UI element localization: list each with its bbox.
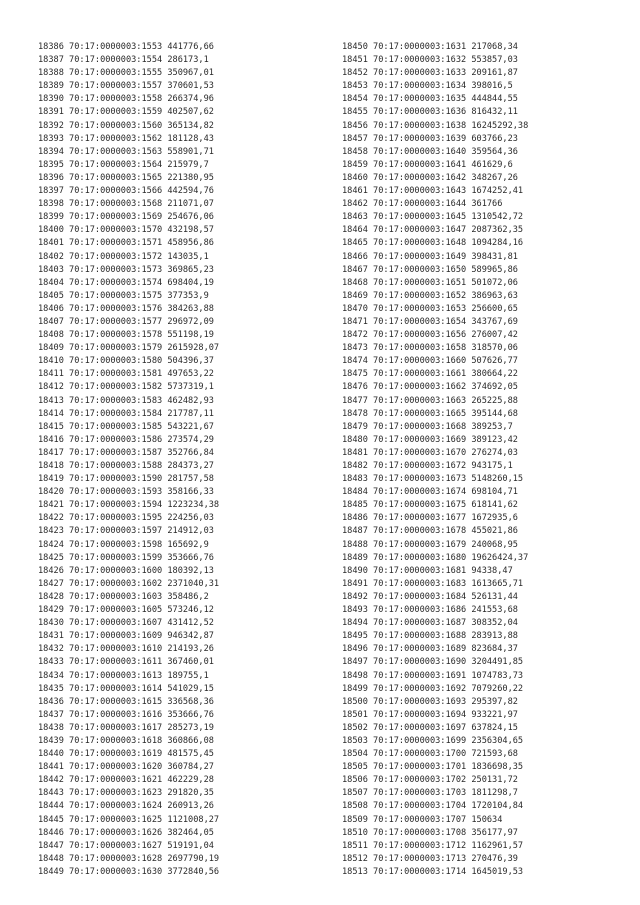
record-row: 18507 70:17:0000003:1703 1811298,7 <box>342 788 518 799</box>
record-row: 18405 70:17:0000003:1575 377353,9 <box>38 290 209 301</box>
record-row: 18429 70:17:0000003:1605 573246,12 <box>38 605 214 616</box>
record-row: 18483 70:17:0000003:1673 5148260,15 <box>342 474 524 485</box>
record-row: 18505 70:17:0000003:1701 1836698,35 <box>342 762 524 773</box>
record-row: 18472 70:17:0000003:1656 276007,42 <box>342 330 518 341</box>
record-row: 18436 70:17:0000003:1615 336568,36 <box>38 696 214 707</box>
record-row: 18406 70:17:0000003:1576 384263,88 <box>38 303 214 314</box>
record-row: 18496 70:17:0000003:1689 823684,37 <box>342 644 518 655</box>
record-row: 18453 70:17:0000003:1634 398016,5 <box>342 81 513 92</box>
record-row: 18403 70:17:0000003:1573 369865,23 <box>38 264 214 275</box>
record-row: 18463 70:17:0000003:1645 1310542,72 <box>342 212 524 223</box>
record-row: 18404 70:17:0000003:1574 698404,19 <box>38 277 214 288</box>
record-row: 18410 70:17:0000003:1580 504396,37 <box>38 356 214 367</box>
record-row: 18442 70:17:0000003:1621 462229,28 <box>38 775 214 786</box>
record-row: 18499 70:17:0000003:1692 7079260,22 <box>342 683 524 694</box>
record-row: 18408 70:17:0000003:1578 551198,19 <box>38 330 214 341</box>
record-row: 18424 70:17:0000003:1598 165692,9 <box>38 539 209 550</box>
record-row: 18488 70:17:0000003:1679 240068,95 <box>342 539 518 550</box>
record-row: 18443 70:17:0000003:1623 291820,35 <box>38 788 214 799</box>
record-row: 18500 70:17:0000003:1693 295397,82 <box>342 696 518 707</box>
record-row: 18386 70:17:0000003:1553 441776,66 <box>38 42 214 52</box>
record-row: 18419 70:17:0000003:1590 281757,58 <box>38 474 214 485</box>
record-row: 18455 70:17:0000003:1636 816432,11 <box>342 107 518 118</box>
record-row: 18432 70:17:0000003:1610 214193,26 <box>38 644 214 655</box>
record-row: 18448 70:17:0000003:1628 2697790,19 <box>38 853 220 864</box>
record-row: 18484 70:17:0000003:1674 698104,71 <box>342 487 518 498</box>
record-row: 18494 70:17:0000003:1687 308352,04 <box>342 618 518 629</box>
record-row: 18451 70:17:0000003:1632 553857,03 <box>342 55 518 66</box>
record-row: 18493 70:17:0000003:1686 241553,68 <box>342 605 518 616</box>
record-row: 18398 70:17:0000003:1568 211071,07 <box>38 199 214 210</box>
record-row: 18478 70:17:0000003:1665 395144,68 <box>342 408 518 419</box>
record-row: 18389 70:17:0000003:1557 370601,53 <box>38 81 214 92</box>
record-row: 18509 70:17:0000003:1707 150634 <box>342 814 503 825</box>
record-row: 18457 70:17:0000003:1639 603766,23 <box>342 133 518 144</box>
record-row: 18387 70:17:0000003:1554 286173,1 <box>38 55 209 66</box>
record-row: 18501 70:17:0000003:1694 933221,97 <box>342 709 518 720</box>
record-row: 18415 70:17:0000003:1585 543221,67 <box>38 421 214 432</box>
record-row: 18402 70:17:0000003:1572 143035,1 <box>38 251 209 262</box>
record-row: 18425 70:17:0000003:1599 353666,76 <box>38 552 214 563</box>
record-row: 18413 70:17:0000003:1583 462482,93 <box>38 395 214 406</box>
record-row: 18418 70:17:0000003:1588 284373,27 <box>38 461 214 471</box>
record-row: 18407 70:17:0000003:1577 296972,09 <box>38 316 214 327</box>
record-row: 18438 70:17:0000003:1617 285273,19 <box>38 722 214 733</box>
record-row: 18423 70:17:0000003:1597 214912,03 <box>38 526 214 537</box>
record-row: 18485 70:17:0000003:1675 618141,62 <box>342 500 518 511</box>
record-row: 18449 70:17:0000003:1630 3772840,56 <box>38 866 220 877</box>
record-row: 18475 70:17:0000003:1661 380664,22 <box>342 369 518 380</box>
record-row: 18411 70:17:0000003:1581 497653,22 <box>38 369 214 380</box>
record-row: 18421 70:17:0000003:1594 1223234,38 <box>38 500 220 511</box>
record-row: 18427 70:17:0000003:1602 2371040,31 <box>38 578 220 589</box>
record-row: 18503 70:17:0000003:1699 2356304,65 <box>342 735 524 746</box>
record-row: 18393 70:17:0000003:1562 181128,43 <box>38 133 214 144</box>
record-row: 18445 70:17:0000003:1625 1121008,27 <box>38 814 220 825</box>
record-row: 18431 70:17:0000003:1609 946342,87 <box>38 631 214 642</box>
record-row: 18412 70:17:0000003:1582 5737319,1 <box>38 382 214 393</box>
record-row: 18435 70:17:0000003:1614 541029,15 <box>38 683 214 694</box>
record-row: 18462 70:17:0000003:1644 361766 <box>342 199 503 210</box>
record-row: 18470 70:17:0000003:1653 256600,65 <box>342 303 518 314</box>
record-row: 18447 70:17:0000003:1627 519191,04 <box>38 840 214 851</box>
record-row: 18454 70:17:0000003:1635 444844,55 <box>342 94 518 105</box>
record-row: 18426 70:17:0000003:1600 180392,13 <box>38 565 214 576</box>
record-row: 18481 70:17:0000003:1670 276274,03 <box>342 447 518 458</box>
record-row: 18401 70:17:0000003:1571 458956,86 <box>38 238 214 249</box>
record-row: 18513 70:17:0000003:1714 1645019,53 <box>342 866 524 877</box>
record-row: 18468 70:17:0000003:1651 501072,06 <box>342 277 518 288</box>
record-row: 18502 70:17:0000003:1697 637824,15 <box>342 722 518 733</box>
record-row: 18390 70:17:0000003:1558 266374,96 <box>38 94 214 105</box>
record-row: 18450 70:17:0000003:1631 217068,34 <box>342 42 518 52</box>
record-row: 18480 70:17:0000003:1669 389123,42 <box>342 434 518 445</box>
record-column-right <box>342 41 632 879</box>
record-row: 18476 70:17:0000003:1662 374692,05 <box>342 382 518 393</box>
record-row: 18414 70:17:0000003:1584 217787,11 <box>38 408 214 419</box>
record-row: 18508 70:17:0000003:1704 1720104,84 <box>342 801 524 812</box>
record-row: 18464 70:17:0000003:1647 2087362,35 <box>342 225 524 236</box>
record-row: 18467 70:17:0000003:1650 589965,86 <box>342 264 518 275</box>
record-row: 18396 70:17:0000003:1565 221380,95 <box>38 172 214 183</box>
record-row: 18469 70:17:0000003:1652 386963,63 <box>342 290 518 301</box>
record-row: 18441 70:17:0000003:1620 360784,27 <box>38 762 214 773</box>
record-row: 18491 70:17:0000003:1683 1613665,71 <box>342 578 524 589</box>
record-row: 18456 70:17:0000003:1638 16245292,38 <box>342 120 529 131</box>
record-row: 18428 70:17:0000003:1603 358486,2 <box>38 591 209 602</box>
record-row: 18504 70:17:0000003:1700 721593,68 <box>342 749 518 760</box>
record-row: 18437 70:17:0000003:1616 353666,76 <box>38 709 214 720</box>
record-row: 18440 70:17:0000003:1619 481575,45 <box>38 749 214 760</box>
record-row: 18417 70:17:0000003:1587 352766,84 <box>38 447 214 458</box>
record-row: 18498 70:17:0000003:1691 1074783,73 <box>342 670 524 681</box>
record-row: 18397 70:17:0000003:1566 442594,76 <box>38 186 214 197</box>
record-row: 18444 70:17:0000003:1624 260913,26 <box>38 801 214 812</box>
record-row: 18506 70:17:0000003:1702 250131,72 <box>342 775 518 786</box>
record-row: 18466 70:17:0000003:1649 398431,81 <box>342 251 518 262</box>
record-row: 18487 70:17:0000003:1678 455021,86 <box>342 526 518 537</box>
record-row: 18495 70:17:0000003:1688 283913,88 <box>342 631 518 642</box>
record-row: 18422 70:17:0000003:1595 224256,03 <box>38 513 214 524</box>
record-row: 18471 70:17:0000003:1654 343767,69 <box>342 316 518 327</box>
record-row: 18452 70:17:0000003:1633 209161,87 <box>342 68 518 79</box>
record-row: 18416 70:17:0000003:1586 273574,29 <box>38 434 214 445</box>
record-column-left <box>38 41 328 879</box>
record-row: 18482 70:17:0000003:1672 943175,1 <box>342 461 513 471</box>
record-row: 18474 70:17:0000003:1660 507626,77 <box>342 356 518 367</box>
record-row: 18461 70:17:0000003:1643 1674252,41 <box>342 186 524 197</box>
record-row: 18492 70:17:0000003:1684 526131,44 <box>342 591 518 602</box>
record-row: 18409 70:17:0000003:1579 2615928,07 <box>38 343 220 354</box>
record-row: 18391 70:17:0000003:1559 402507,62 <box>38 107 214 118</box>
record-row: 18458 70:17:0000003:1640 359564,36 <box>342 146 518 157</box>
record-row: 18459 70:17:0000003:1641 461629,6 <box>342 159 513 170</box>
record-row: 18511 70:17:0000003:1712 1162961,57 <box>342 840 524 851</box>
record-row: 18400 70:17:0000003:1570 432198,57 <box>38 225 214 236</box>
record-row: 18399 70:17:0000003:1569 254676,06 <box>38 212 214 223</box>
record-row: 18512 70:17:0000003:1713 270476,39 <box>342 853 518 864</box>
record-row: 18420 70:17:0000003:1593 358166,33 <box>38 487 214 498</box>
record-row: 18490 70:17:0000003:1681 94338,47 <box>342 565 513 576</box>
record-row: 18489 70:17:0000003:1680 19626424,37 <box>342 552 529 563</box>
record-row: 18460 70:17:0000003:1642 348267,26 <box>342 172 518 183</box>
record-row: 18392 70:17:0000003:1560 365134,82 <box>38 120 214 131</box>
record-row: 18446 70:17:0000003:1626 382464,05 <box>38 827 214 838</box>
record-row: 18486 70:17:0000003:1677 1672935,6 <box>342 513 518 524</box>
record-row: 18433 70:17:0000003:1611 367460,01 <box>38 657 214 668</box>
record-row: 18510 70:17:0000003:1708 356177,97 <box>342 827 518 838</box>
record-row: 18395 70:17:0000003:1564 215979,7 <box>38 159 209 170</box>
record-row: 18465 70:17:0000003:1648 1094284,16 <box>342 238 524 249</box>
record-row: 18430 70:17:0000003:1607 431412,52 <box>38 618 214 629</box>
record-row: 18394 70:17:0000003:1563 558901,71 <box>38 146 214 157</box>
record-row: 18388 70:17:0000003:1555 350967,01 <box>38 68 214 79</box>
record-row: 18439 70:17:0000003:1618 360866,08 <box>38 735 214 746</box>
record-row: 18473 70:17:0000003:1658 318570,06 <box>342 343 518 354</box>
record-row: 18434 70:17:0000003:1613 189755,1 <box>38 670 209 681</box>
record-row: 18497 70:17:0000003:1690 3204491,85 <box>342 657 524 668</box>
record-row: 18479 70:17:0000003:1668 389253,7 <box>342 421 513 432</box>
record-row: 18477 70:17:0000003:1663 265225,88 <box>342 395 518 406</box>
